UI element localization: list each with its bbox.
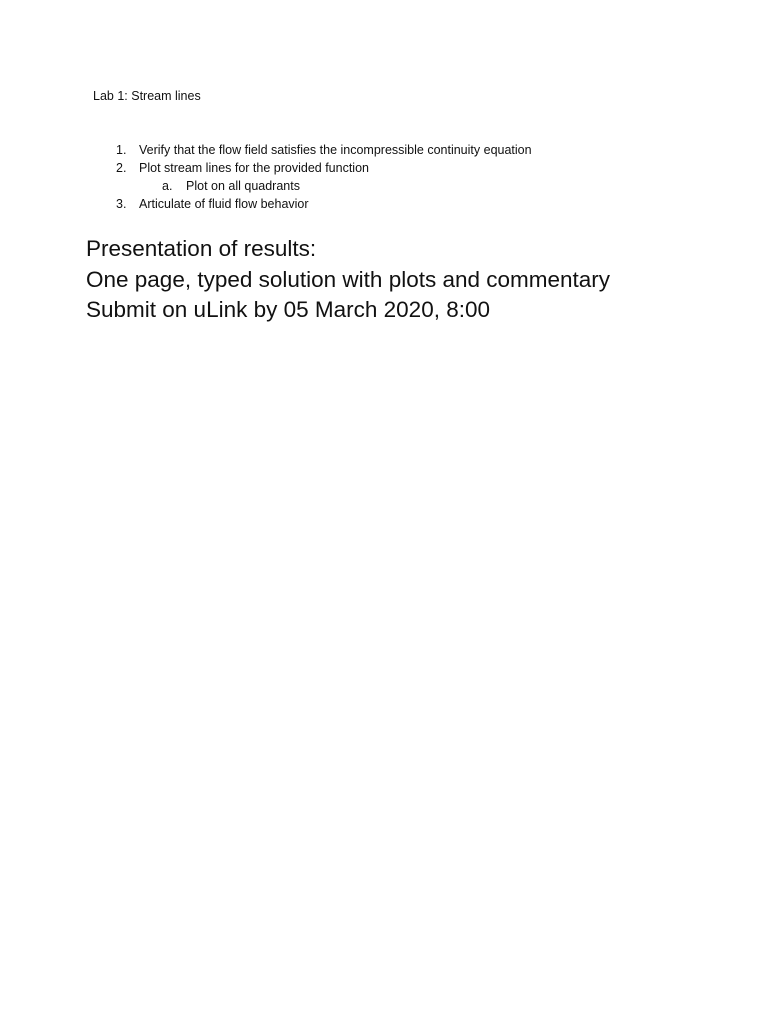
task-list [0,141,768,213]
results-section [86,234,756,326]
list-item-number: 1. [116,143,127,157]
list-item [0,141,768,159]
list-item-number: 3. [116,197,127,211]
sub-list-item [0,177,768,195]
list-item-number: 2. [116,161,127,175]
results-heading: Presentation of results: [86,236,317,261]
document-title: Lab 1: Stream lines [93,89,201,103]
list-item-text: Articulate of fluid flow behavior [139,197,309,211]
list-item-text: Plot stream lines for the provided function [139,161,369,175]
results-deadline-line: Submit on uLink by 05 March 2020, 8:00 [86,297,491,322]
list-item [0,195,768,213]
list-item-text: Verify that the flow field satisfies the incompressible continuity equation [139,143,532,157]
sub-list-item-text: Plot on all quadrants [186,179,300,193]
sub-list-item-letter: a. [162,179,173,193]
results-format-line: One page, typed solution with plots and commentary [86,266,611,292]
list-item [0,159,768,177]
